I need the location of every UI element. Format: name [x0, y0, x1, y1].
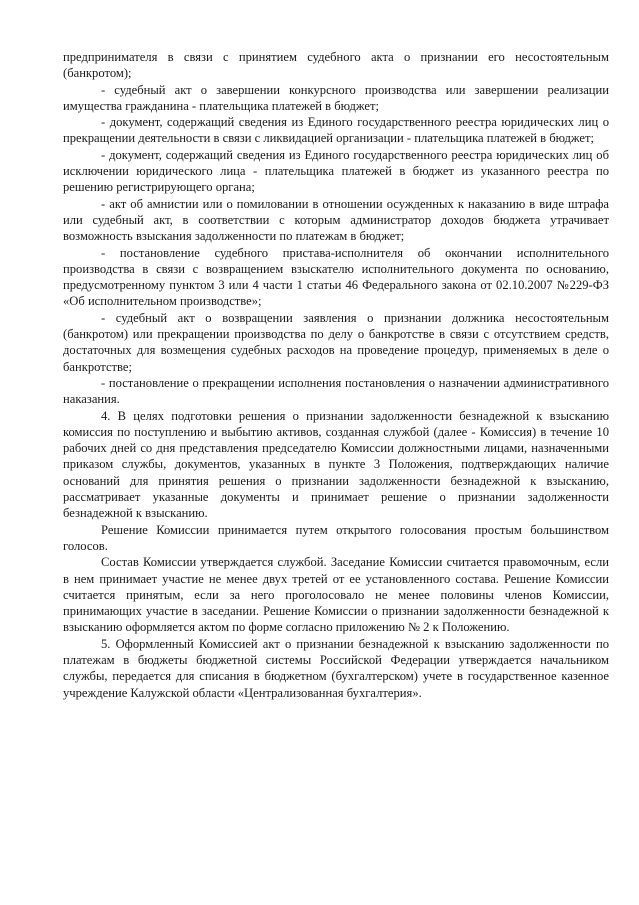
- paragraph-1: предпринимателя в связи с принятием судебного акта о признании его несостоятельным (банкротом);: [63, 50, 609, 81]
- paragraph-2: - судебный акт о завершении конкурсного производства или завершении реализации имущества гражданина - плательщика платежей в бюджет;: [63, 82, 609, 113]
- paragraph-12: 5. Оформленный Комиссией акт о признании безнадежной к взысканию задолженности по платежам в бюджеты бюджетной системы Российской Федерации утверждается начальником службы, передается для списания в бюджетном (бухгалтерском) учете в государственное казенное учреждение Калужской области «Централизованная бухгалтерия».: [63, 636, 609, 700]
- paragraph-8: - постановление о прекращении исполнения постановления о назначении административного наказания.: [63, 375, 609, 407]
- document-body: [63, 49, 609, 701]
- paragraph-9: 4. В целях подготовки решения о признании задолженности безнадежной к взысканию комиссия по поступлению и выбытию активов, созданная службой (далее - Комиссия) в течение 10 рабочих дней со дня представления председателю Комиссии должностными лицами, назначенными приказом службы, документов, указанных в пункте 3 Положения, подтверждающих наличие оснований для принятия решения о признании задолженности безнадежной к взысканию, рассматривает указанные документы и принимает решение о признании задолженности безнадежной к взысканию.: [63, 408, 609, 521]
- paragraph-4: - документ, содержащий сведения из Единого государственного реестра юридических лиц об исключении юридического лица - плательщика платежей в бюджет из указанного реестра по решению регистрирующего органа;: [63, 147, 609, 195]
- paragraph-6: - постановление судебного пристава-исполнителя об окончании исполнительного производства в связи с возвращением взыскателю исполнительного документа по основанию, предусмотренному пунктом 3 или 4 части 1 статьи 46 Федерального закона от 02.10.2007 №229-ФЗ «Об исполнительном производстве»;: [63, 245, 609, 309]
- paragraph-7: - судебный акт о возвращении заявления о признании должника несостоятельным (банкротом) или прекращении производства по делу о банкротстве в связи с отсутствием средств, достаточных для возмещения судебных расходов на проведение процедур, применяемых в деле о банкротстве;: [63, 310, 609, 374]
- paragraph-5: - акт об амнистии или о помиловании в отношении осужденных к наказанию в виде штрафа или судебный акт, в соответствии с которым администратор доходов бюджета утрачивает возможность взыскания задолженности по платежам в бюджет;: [63, 196, 609, 244]
- paragraph-3: - документ, содержащий сведения из Единого государственного реестра юридических лиц о прекращении деятельности в связи с ликвидацией организации - плательщика платежей в бюджет;: [63, 115, 609, 146]
- paragraph-10: Решение Комиссии принимается путем открытого голосования простым большинством голосов.: [63, 522, 609, 553]
- paragraph-11: Состав Комиссии утверждается службой. Заседание Комиссии считается правомочным, если в нем принимает участие не менее двух третей от ее установленного состава. Решение Комиссии считается принятым, если за него проголосовало не менее половины членов Комиссии, принимающих участие в заседании. Решение Комиссии о признании задолженности безнадежной к взысканию оформляется актом по форме согласно приложению № 2 к Положению.: [63, 555, 609, 635]
